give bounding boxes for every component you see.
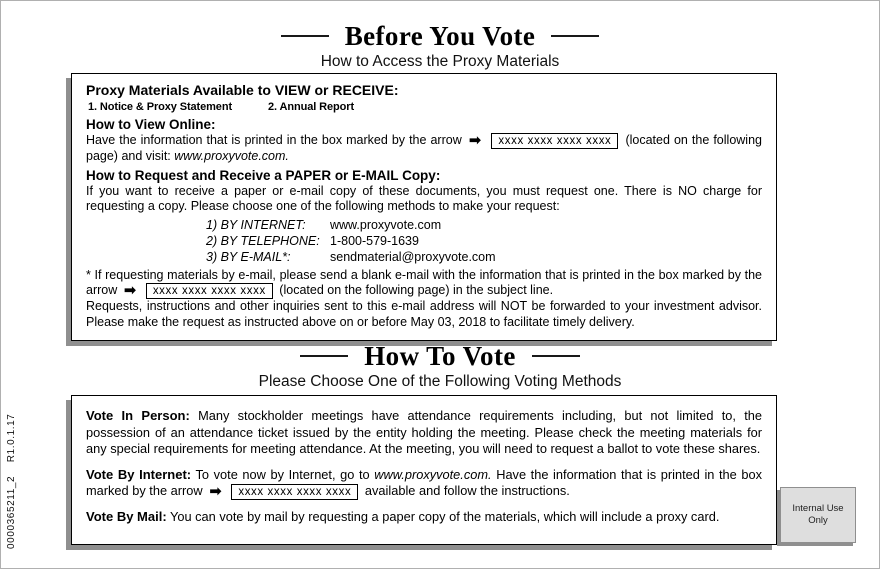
email-footnote-pre: * If requesting materials by e-mail, please send a blank e-mail with the information that is printed in the box marked by the arrow: [86, 267, 762, 297]
title-dash-left: [281, 35, 329, 37]
vote-in-person-text: Many stockholder meetings have attendance requirements including, but not limited to, the possession of an attendance ticket issued by the entity holding the meeting. Please check the meeting materials for any special requirements for meeting attendance. At the meeting, you will need to request a ballot to vote these shares.: [86, 408, 762, 456]
vote-by-internet-mid: Have the information that is printed in the box marked by the arrow: [86, 466, 763, 498]
proxyvote-url: www.proxyvote.com.: [174, 149, 289, 163]
material-item-annual-report: 2. Annual Report: [268, 101, 355, 113]
title-dash-right: [532, 355, 580, 357]
internal-use-line2: Only: [808, 515, 828, 526]
how-to-vote-subtitle: Please Choose One of the Following Voting Methods: [258, 373, 622, 390]
document-code: 0000365211_2 R1.0.1.17: [6, 413, 17, 549]
request-methods-list: [206, 217, 762, 265]
arrow-right-icon: ➡: [123, 281, 137, 299]
view-online-heading: How to View Online:: [86, 117, 216, 132]
control-number-box: xxxx xxxx xxxx xxxx: [231, 484, 358, 500]
proxy-materials-box: [71, 73, 777, 341]
method-value-internet: www.proxyvote.com: [330, 217, 442, 232]
before-you-vote-subtitle: How to Access the Proxy Materials: [320, 53, 560, 70]
vote-by-internet-post: available and follow the instructions.: [364, 483, 570, 498]
material-item-notice: 1. Notice & Proxy Statement: [88, 101, 233, 113]
internal-use-line1: Internal Use: [792, 503, 844, 514]
before-you-vote-title: Before You Vote: [344, 21, 536, 51]
method-row-email: [206, 249, 762, 265]
title-dash-left: [300, 355, 348, 357]
method-label-telephone: 2) BY TELEPHONE:: [206, 233, 320, 248]
control-number-box: xxxx xxxx xxxx xxxx: [491, 133, 618, 149]
vote-by-mail-text: You can vote by mail by requesting a paper copy of the materials, which will include a proxy card.: [170, 509, 720, 524]
email-footnote-post: (located on the following page) in the subject line.: [279, 283, 554, 297]
vote-by-mail-paragraph: [86, 509, 762, 526]
method-value-telephone: 1-800-579-1639: [330, 233, 419, 248]
view-online-paragraph: [86, 133, 762, 165]
email-footnote-paragraph: [86, 268, 762, 300]
voting-methods-box: [71, 395, 777, 545]
arrow-right-icon: ➡: [468, 131, 482, 149]
how-to-vote-title-row: [1, 341, 879, 371]
vote-by-mail-label: Vote By Mail:: [86, 509, 167, 524]
title-dash-right: [551, 35, 599, 37]
vote-by-internet-paragraph: [86, 467, 762, 501]
request-copy-heading: How to Request and Receive a PAPER or E-MAIL Copy:: [86, 167, 441, 183]
method-label-internet: 1) BY INTERNET:: [206, 217, 306, 232]
before-you-vote-title-row: [1, 21, 879, 51]
vote-in-person-label: Vote In Person:: [86, 408, 190, 423]
view-online-text-pre: Have the information that is printed in the box marked by the arrow: [86, 133, 462, 147]
control-number-box: xxxx xxxx xxxx xxxx: [146, 283, 273, 299]
request-copy-intro: If you want to receive a paper or e-mail copy of these documents, you must request one. There is NO charge for requesting a copy. Please choose one of the following methods to make your request:: [86, 183, 762, 213]
internal-use-only-box: [780, 487, 856, 543]
materials-heading: Proxy Materials Available to VIEW or RECEIVE:: [86, 82, 399, 98]
method-label-email: 3) BY E-MAIL*:: [206, 249, 291, 264]
proxyvote-url: www.proxyvote.com.: [374, 466, 492, 482]
vote-by-internet-label: Vote By Internet:: [86, 466, 192, 482]
materials-list: [88, 100, 762, 114]
view-online-text-mid: (located on the following page) and visit:: [86, 133, 762, 163]
vote-in-person-paragraph: [86, 408, 762, 458]
how-to-vote-title: How To Vote: [364, 341, 516, 371]
method-row-internet: [206, 217, 762, 233]
arrow-right-icon: ➡: [209, 482, 222, 500]
method-row-telephone: [206, 233, 762, 249]
vote-by-internet-pre: To vote now by Internet, go to: [195, 466, 370, 482]
request-deadline-paragraph: Requests, instructions and other inquiries sent to this e-mail address will NOT be forwarded to your investment advisor. Please make the request as instructed above on or before May 03, 2018 to facilitate timely delivery.: [86, 299, 762, 329]
method-value-email: sendmaterial@proxyvote.com: [330, 249, 496, 264]
